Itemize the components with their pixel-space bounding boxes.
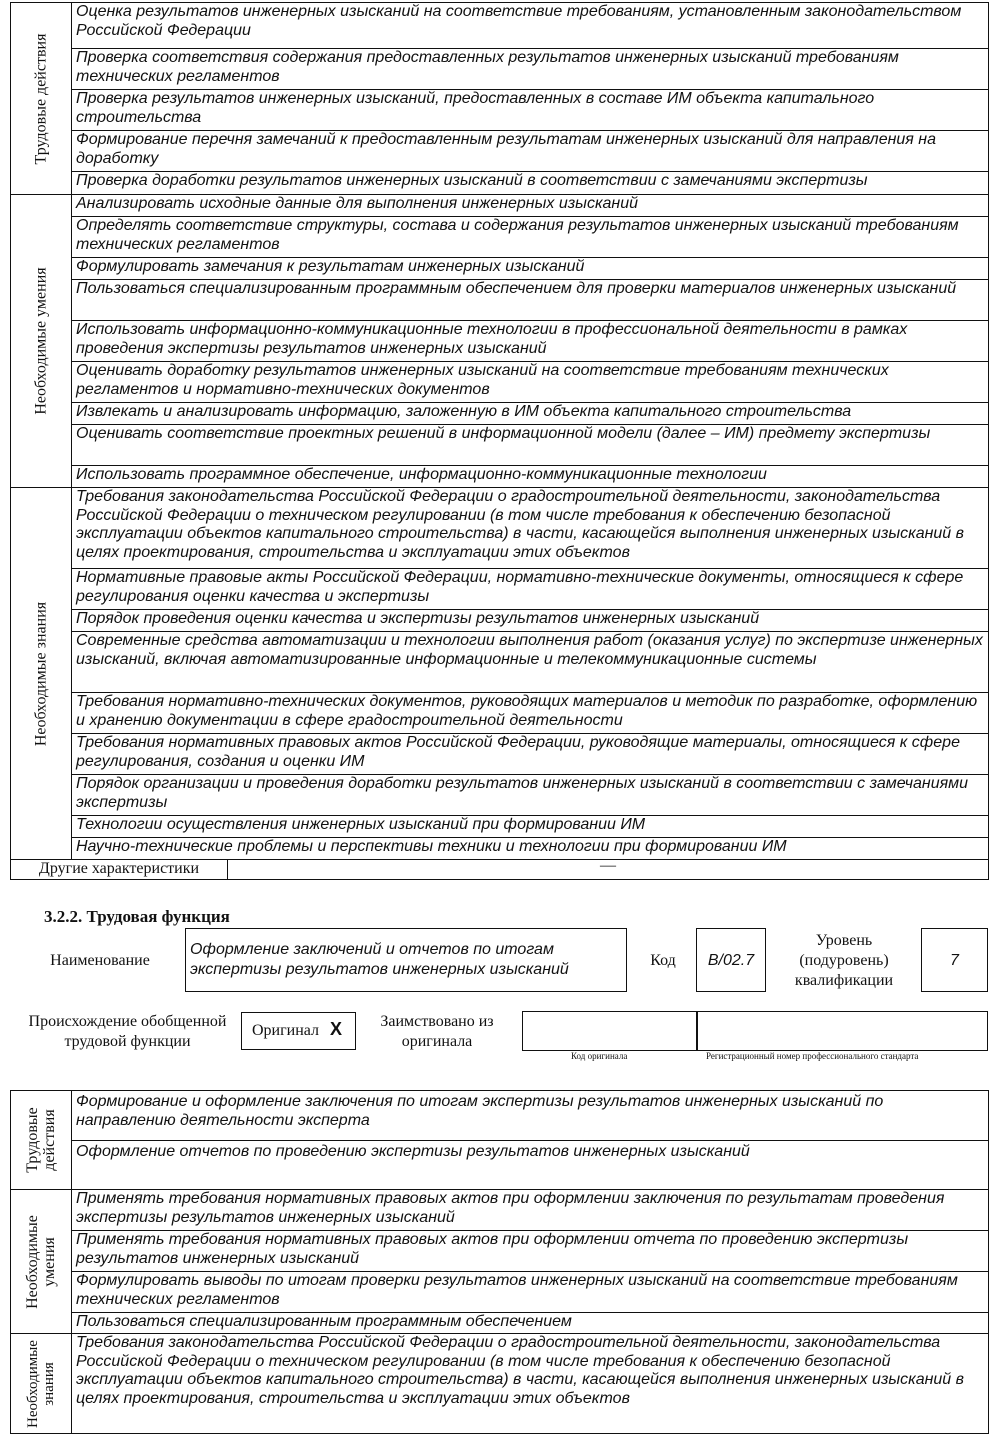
knowledge-item: Порядок организации и проведения доработки результатов инженерных изысканий в соответствии с замечаниями экспертизы bbox=[72, 775, 989, 816]
knowledge-item: Порядок проведения оценки качества и экспертизы результатов инженерных изысканий bbox=[72, 610, 989, 632]
name-label: Наименование bbox=[50, 952, 150, 969]
table-row bbox=[11, 838, 989, 860]
section-label-knowledge: Необходимые знания bbox=[11, 488, 72, 860]
table-row bbox=[11, 693, 989, 734]
knowledge-item: Технологии осуществления инженерных изысканий при формировании ИМ bbox=[72, 816, 989, 838]
table-row bbox=[11, 775, 989, 816]
knowledge-item: Нормативные правовые акты Российской Федерации, нормативно-технические документы, относящиеся к сфере регулирования оценки качества и экспертизы bbox=[72, 569, 989, 610]
qualification-level-label: Уровень (подуровень) квалификации bbox=[794, 932, 894, 989]
knowledge-item: Требования нормативно-технических документов, руководящих материалов и методик по разработке, оформлению и хранению документации в сфере градостроительной деятельности bbox=[72, 693, 989, 734]
section-label-knowledge: Необходимые знания bbox=[11, 1334, 72, 1434]
original-box bbox=[241, 1012, 356, 1050]
table-row bbox=[11, 816, 989, 838]
table-row bbox=[11, 488, 989, 569]
skill-item: Анализировать исходные данные для выполнения инженерных изысканий bbox=[72, 195, 989, 217]
table-row bbox=[11, 860, 989, 880]
table-row bbox=[11, 172, 989, 195]
table-row bbox=[11, 1272, 989, 1313]
table-row bbox=[11, 90, 989, 131]
borrowed-label: Заимствовано из оригинала bbox=[380, 1013, 494, 1050]
skill-item: Формулировать выводы по итогам проверки результатов инженерных изысканий на соответствие требованиям технических регламентов bbox=[72, 1272, 989, 1313]
original-mark: X bbox=[330, 1019, 343, 1039]
labor-action-item: Проверка соответствия содержания предоставленных результатов инженерных изысканий требованиям технических регламентов bbox=[72, 49, 989, 90]
table-row bbox=[11, 734, 989, 775]
table-row bbox=[11, 425, 989, 466]
registration-number-caption: Регистрационный номер профессионального стандарта bbox=[706, 1051, 919, 1061]
table-row bbox=[11, 321, 989, 362]
section-label-skills: Необходимые умения bbox=[11, 195, 72, 488]
level-value: 7 bbox=[950, 952, 959, 969]
table-row bbox=[11, 403, 989, 425]
labor-action-item: Проверка доработки результатов инженерных изысканий в соответствии с замечаниями экспертизы bbox=[72, 172, 989, 195]
table-row bbox=[11, 1334, 989, 1434]
table-row bbox=[11, 362, 989, 403]
section-label-skills: Необходимые умения bbox=[11, 1190, 72, 1334]
work-function-table-1 bbox=[10, 2, 989, 880]
skill-item: Пользоваться специализированным программным обеспечением для проверки материалов инженерных изысканий bbox=[72, 280, 989, 321]
table-row bbox=[11, 632, 989, 693]
table-row bbox=[11, 1190, 989, 1231]
table-row bbox=[11, 217, 989, 258]
origin-label: Происхождение обобщенной трудовой функции bbox=[28, 1013, 227, 1050]
original-code-caption: Код оригинала bbox=[571, 1051, 628, 1061]
labor-action-item: Формирование и оформление заключения по итогам экспертизы результатов инженерных изысканий по направлению деятельности эксперта bbox=[72, 1091, 989, 1141]
other-characteristics-value: — bbox=[228, 860, 989, 880]
labor-action-item: Проверка результатов инженерных изысканий, предоставленных в составе ИМ объекта капитального строительства bbox=[72, 90, 989, 131]
skill-item: Определять соответствие структуры, состава и содержания результатов инженерных изысканий требованиям технических регламентов bbox=[72, 217, 989, 258]
skill-item: Использовать программное обеспечение, информационно-коммуникационные технологии bbox=[72, 466, 989, 488]
knowledge-item: Требования нормативных правовых актов Российской Федерации, руководящие материалы, относящиеся к сфере регулирования, создания и оценки ИМ bbox=[72, 734, 989, 775]
section-heading: 3.2.2. Трудовая функция bbox=[44, 907, 230, 926]
skill-item: Оценивать соответствие проектных решений в информационной модели (далее – ИМ) предмету экспертизы bbox=[72, 425, 989, 466]
skill-item: Пользоваться специализированным программным обеспечением bbox=[72, 1313, 989, 1334]
work-function-table-2 bbox=[10, 1090, 989, 1434]
knowledge-item: Требования законодательства Российской Федерации о градостроительной деятельности, законодательства Российской Федерации о техническом регулировании (в том числе требования к обеспечению безопасной эксплуатации объектов капитального строительства) в части, касающейся выполнения инженерных изысканий в целях проектирования, строительства и эксплуатации этих объектов bbox=[72, 488, 989, 569]
function-name-value: Оформление заключений и отчетов по итогам экспертизы результатов инженерных изысканий bbox=[190, 941, 569, 978]
table-row bbox=[11, 1141, 989, 1190]
labor-action-item: Оценка результатов инженерных изысканий на соответствие требованиям, установленным законодательством Российской Федерации bbox=[72, 3, 989, 49]
table-row bbox=[11, 1231, 989, 1272]
knowledge-item: Современные средства автоматизации и технологии выполнения работ (оказания услуг) по экспертизе инженерных изысканий, включая автоматизированные информационные и телекоммуникационные системы bbox=[72, 632, 989, 693]
skill-item: Использовать информационно-коммуникационные технологии в профессиональной деятельности в рамках проведения экспертизы результатов инженерных изысканий bbox=[72, 321, 989, 362]
skill-item: Применять требования нормативных правовых актов при оформлении отчета по проведению экспертизы результатов инженерных изысканий bbox=[72, 1231, 989, 1272]
code-value: В/02.7 bbox=[707, 952, 755, 969]
table-row bbox=[11, 195, 989, 217]
table-row bbox=[11, 1313, 989, 1334]
skill-item: Оценивать доработку результатов инженерных изысканий на соответствие требованиям технических регламентов и нормативно-технических документов bbox=[72, 362, 989, 403]
table-row bbox=[11, 131, 989, 172]
table-row bbox=[11, 1091, 989, 1141]
table-row bbox=[11, 610, 989, 632]
level-box bbox=[921, 928, 988, 992]
table-row bbox=[11, 569, 989, 610]
code-label: Код bbox=[650, 952, 676, 969]
other-characteristics-label: Другие характеристики bbox=[11, 860, 228, 880]
original-label: Оригинал bbox=[252, 1022, 320, 1039]
section-label-actions: Трудовые действия bbox=[11, 3, 72, 195]
registration-number-box bbox=[696, 1011, 988, 1051]
skill-item: Извлекать и анализировать информацию, заложенную в ИМ объекта капитального строительства bbox=[72, 403, 989, 425]
table-row bbox=[11, 3, 989, 49]
original-code-box bbox=[522, 1011, 698, 1051]
skill-item: Применять требования нормативных правовых актов при оформлении заключения по результатам проведения экспертизы результатов инженерных изысканий bbox=[72, 1190, 989, 1231]
code-box bbox=[696, 928, 766, 992]
labor-action-item: Оформление отчетов по проведению экспертизы результатов инженерных изысканий bbox=[72, 1141, 989, 1190]
section-label-actions: Трудовые действия bbox=[11, 1091, 72, 1190]
table-row bbox=[11, 466, 989, 488]
skill-item: Формулировать замечания к результатам инженерных изысканий bbox=[72, 258, 989, 280]
knowledge-item: Требования законодательства Российской Федерации о градостроительной деятельности, законодательства Российской Федерации о техническом регулировании (в том числе требования к обеспечению безопасной эксплуатации объектов капитального строительства) в части, касающейся выполнения инженерных изысканий в целях проектирования, строительства и эксплуатации этих объектов bbox=[72, 1334, 989, 1434]
function-name-box bbox=[185, 928, 627, 992]
table-row bbox=[11, 280, 989, 321]
table-row bbox=[11, 258, 989, 280]
labor-action-item: Формирование перечня замечаний к предоставленным результатам инженерных изысканий для направления на доработку bbox=[72, 131, 989, 172]
table-row bbox=[11, 49, 989, 90]
knowledge-item: Научно-технические проблемы и перспективы техники и технологии при формировании ИМ bbox=[72, 838, 989, 860]
